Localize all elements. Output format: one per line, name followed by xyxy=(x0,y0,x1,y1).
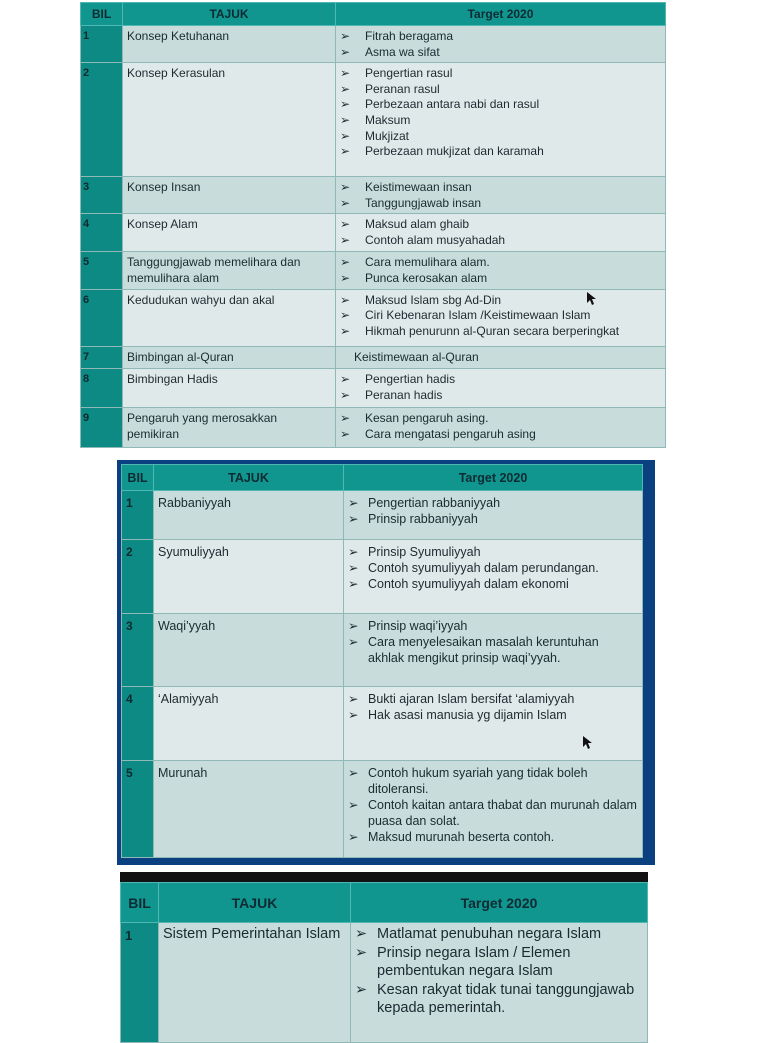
list-item: ➢ Asma wa sifat xyxy=(340,45,661,61)
row-targets xyxy=(344,491,643,540)
table-row xyxy=(81,252,666,289)
row-number: 2 xyxy=(81,63,123,177)
list-item: ➢ Peranan hadis xyxy=(340,388,661,404)
row-topic: Murunah xyxy=(154,761,344,858)
table-row xyxy=(122,761,643,858)
table-row xyxy=(122,491,643,540)
slide-2-table-screenshot xyxy=(117,460,655,865)
list-item: ➢ Matlamat penubuhan negara Islam xyxy=(355,925,643,944)
row-number: 6 xyxy=(81,289,123,346)
list-item: ➢ Prinsip rabbaniyyah xyxy=(348,511,638,527)
list-item: ➢ Keistimewaan insan xyxy=(340,180,661,196)
row-targets xyxy=(336,408,666,448)
row-topic: Konsep Insan xyxy=(123,177,336,214)
list-item: ➢ Cara mengatasi pengaruh asing xyxy=(340,427,661,443)
header-target: Target 2020 xyxy=(336,3,666,26)
header-bil: BIL xyxy=(121,883,159,923)
topic-table-3 xyxy=(120,882,648,1043)
list-item: ➢ Prinsip negara Islam / Elemen pembentukan negara Islam xyxy=(355,944,643,981)
header-target: Target 2020 xyxy=(351,883,648,923)
list-item: ➢ Kesan pengaruh asing. xyxy=(340,411,661,427)
header-target: Target 2020 xyxy=(344,465,643,491)
row-targets xyxy=(336,369,666,408)
row-targets xyxy=(344,761,643,858)
row-targets xyxy=(336,214,666,252)
table-header-row xyxy=(121,883,648,923)
list-item: ➢ Pengertian hadis xyxy=(340,372,661,388)
table-row xyxy=(81,63,666,177)
row-targets xyxy=(344,614,643,687)
list-item: ➢ Tanggungjawab insan xyxy=(340,196,661,212)
header-bil: BIL xyxy=(81,3,123,26)
table-row xyxy=(122,540,643,614)
row-topic: Kedudukan wahyu dan akal xyxy=(123,289,336,346)
list-item: ➢ Cara menyelesaikan masalah keruntuhan akhlak mengikut prinsip waqi’yyah. xyxy=(348,634,638,666)
list-item: ➢ Punca kerosakan alam xyxy=(340,271,661,287)
table-header-row xyxy=(81,3,666,26)
table-row xyxy=(121,923,648,1043)
row-number: 3 xyxy=(122,614,154,687)
list-item: ➢ Hak asasi manusia yg dijamin Islam xyxy=(348,707,638,723)
header-tajuk: TAJUK xyxy=(159,883,351,923)
list-item: ➢ Contoh alam musyahadah xyxy=(340,233,661,249)
row-topic: Syumuliyyah xyxy=(154,540,344,614)
slide-3-table-screenshot xyxy=(120,872,648,1024)
list-item: ➢ Pengertian rabbaniyyah xyxy=(348,495,638,511)
row-number: 5 xyxy=(81,252,123,289)
row-targets xyxy=(336,346,666,369)
list-item: ➢ Contoh syumuliyyah dalam perundangan. xyxy=(348,560,638,576)
row-targets xyxy=(336,252,666,289)
list-item: ➢ Contoh hukum syariah yang tidak boleh ditoleransi. xyxy=(348,765,638,797)
list-item: ➢ Bukti ajaran Islam bersifat ‘alamiyyah xyxy=(348,691,638,707)
topic-table-1 xyxy=(80,2,666,448)
row-number: 1 xyxy=(121,923,159,1043)
list-item: ➢ Contoh kaitan antara thabat dan murunah dalam puasa dan solat. xyxy=(348,797,638,829)
row-topic: Konsep Ketuhanan xyxy=(123,26,336,63)
list-item: ➢ Maksud alam ghaib xyxy=(340,217,661,233)
row-topic: Sistem Pemerintahan Islam xyxy=(159,923,351,1043)
list-item: ➢ Contoh syumuliyyah dalam ekonomi xyxy=(348,576,638,592)
list-item: ➢ Maksud murunah beserta contoh. xyxy=(348,829,638,845)
topic-table-2 xyxy=(121,464,643,858)
row-targets xyxy=(344,540,643,614)
table-row xyxy=(81,177,666,214)
row-targets xyxy=(336,26,666,63)
row-topic: Konsep Kerasulan xyxy=(123,63,336,177)
list-item: ➢ Mukjizat xyxy=(340,129,661,145)
list-item: ➢ Prinsip waqi’iyyah xyxy=(348,618,638,634)
row-targets xyxy=(336,289,666,346)
list-item: ➢ Prinsip Syumuliyyah xyxy=(348,544,638,560)
row-number: 8 xyxy=(81,369,123,408)
row-number: 2 xyxy=(122,540,154,614)
table-row xyxy=(81,369,666,408)
table-row xyxy=(81,214,666,252)
table-row xyxy=(122,687,643,761)
row-targets xyxy=(336,63,666,177)
row-topic: Rabbaniyyah xyxy=(154,491,344,540)
row-number: 4 xyxy=(81,214,123,252)
list-item: ➢ Peranan rasul xyxy=(340,82,661,98)
row-number: 1 xyxy=(81,26,123,63)
list-item: ➢ Fitrah beragama xyxy=(340,29,661,45)
row-number: 3 xyxy=(81,177,123,214)
list-item: ➢ Maksud Islam sbg Ad-Din xyxy=(340,293,661,309)
row-targets xyxy=(351,923,648,1043)
row-topic: Tanggungjawab memelihara dan memulihara alam xyxy=(123,252,336,289)
list-item: ➢ Hikmah penurunn al-Quran secara berperingkat xyxy=(340,324,661,340)
target-text: Keistimewaan al-Quran xyxy=(354,349,479,364)
header-tajuk: TAJUK xyxy=(154,465,344,491)
row-number: 7 xyxy=(81,346,123,369)
row-topic: Bimbingan al-Quran xyxy=(123,346,336,369)
list-item: ➢ Perbezaan antara nabi dan rasul xyxy=(340,97,661,113)
row-number: 5 xyxy=(122,761,154,858)
row-topic: Bimbingan Hadis xyxy=(123,369,336,408)
header-tajuk: TAJUK xyxy=(123,3,336,26)
table-row xyxy=(81,26,666,63)
list-item: ➢ Cara memulihara alam. xyxy=(340,255,661,271)
list-item: ➢ Perbezaan mukjizat dan karamah xyxy=(340,144,661,160)
row-targets xyxy=(344,687,643,761)
table-row xyxy=(81,346,666,369)
row-number: 9 xyxy=(81,408,123,448)
table-row xyxy=(122,614,643,687)
row-topic: Konsep Alam xyxy=(123,214,336,252)
table-row xyxy=(81,408,666,448)
table-row xyxy=(81,289,666,346)
row-number: 1 xyxy=(122,491,154,540)
header-bil: BIL xyxy=(122,465,154,491)
list-item: ➢ Pengertian rasul xyxy=(340,66,661,82)
row-targets xyxy=(336,177,666,214)
list-item: ➢ Kesan rakyat tidak tunai tanggungjawab kepada pemerintah. xyxy=(355,981,643,1018)
list-item: ➢ Ciri Kebenaran Islam /Keistimewaan Islam xyxy=(340,308,661,324)
list-item: ➢ Maksum xyxy=(340,113,661,129)
row-topic: Waqi’yyah xyxy=(154,614,344,687)
row-topic: ‘Alamiyyah xyxy=(154,687,344,761)
row-topic: Pengaruh yang merosakkan pemikiran xyxy=(123,408,336,448)
table-header-row xyxy=(122,465,643,491)
row-number: 4 xyxy=(122,687,154,761)
slide-1-table-screenshot xyxy=(80,2,666,441)
